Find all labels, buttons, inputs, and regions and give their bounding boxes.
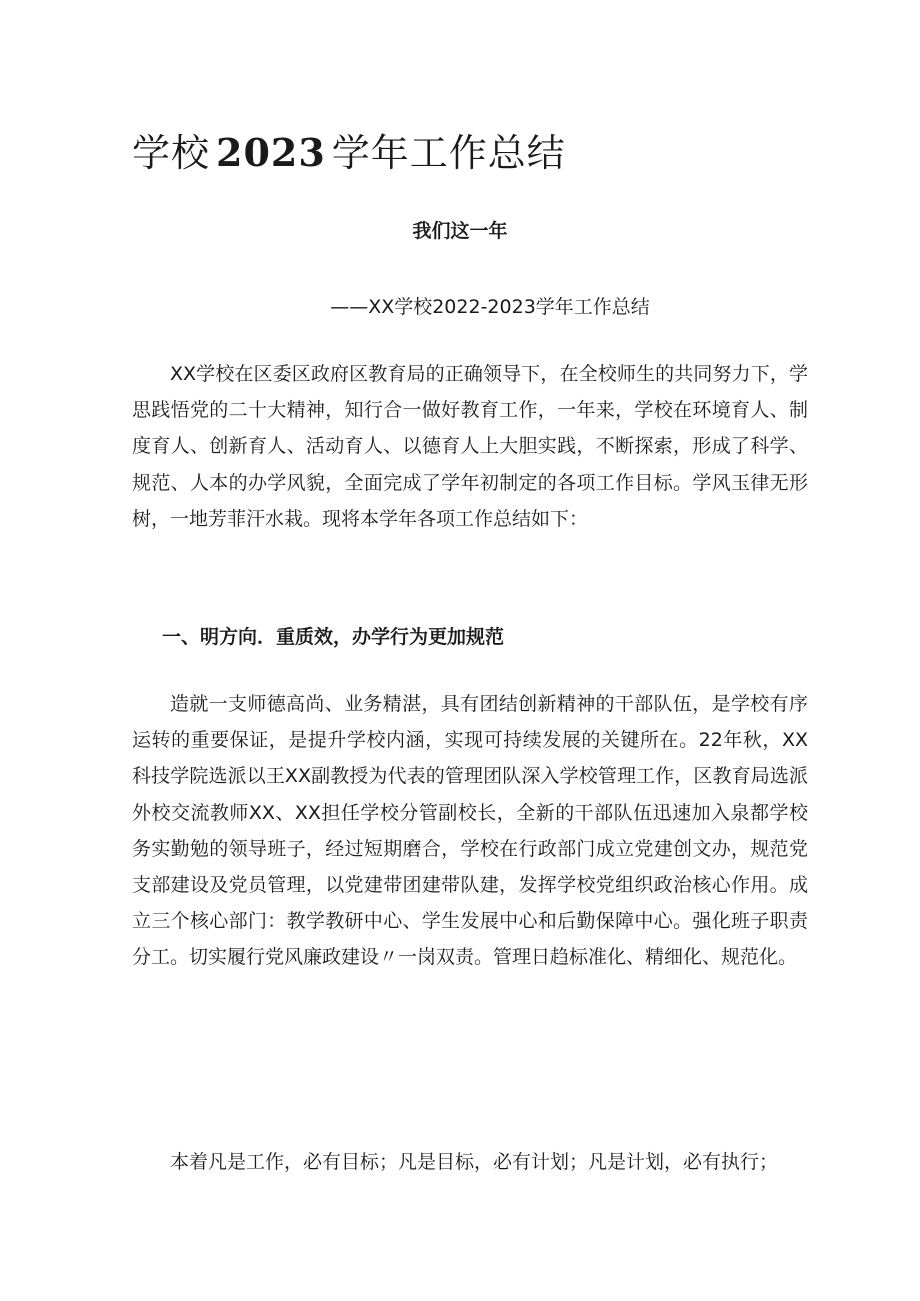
document-subtitle: 我们这一年: [412, 220, 508, 242]
document-title: [132, 122, 566, 177]
title-prefix: 学校: [132, 131, 211, 175]
section-1-paragraph-2: 本着凡是工作，必有目标；凡是目标，必有计划；凡是计划，必有执行；: [170, 1151, 779, 1173]
title-year: 2023: [216, 130, 326, 175]
title-suffix: 学年工作总结: [331, 131, 566, 175]
section-1-paragraph-1: 造就一支师德高尚、业务精湛，具有团结创新精神的干部队伍，是学校有序运转的重要保证，是提升学校内涵，实现可持续发展的关键所在。22年秋，XX科技学院选派以王XX副教授为代表的管理团队深入学校管理工作，区教育局选派外校交流教师XX、XX担任学校分管副校长，全新的干部队伍迅速加入泉都学校务实勤勉的领导班子，经过短期磨合，学校在行政部门成立党建创文办，规范党支部建设及党员管理，以党建带团建带队建，发挥学校党组织政治核心作用。成立三个核心部门：教学教研中心、学生发展中心和后勤保障中心。强化班子职责分工。切实履行党风廉政建设〃一岗双责。管理日趋标准化、精细化、规范化。: [132, 693, 808, 969]
section-heading-1: 一、明方向．重质效，办学行为更加规范: [162, 626, 505, 648]
document-subtitle-secondary: ——XX学校2022-2023学年工作总结: [330, 296, 650, 318]
intro-paragraph: XX学校在区委区政府区教育局的正确领导下，在全校师生的共同努力下，学思践悟党的二十大精神，知行合一做好教育工作，一年来，学校在环境育人、制度育人、创新育人、活动育人、以德育人上大胆实践，不断探索，形成了科学、规范、人本的办学风貌，全面完成了学年初制定的各项工作目标。学风玉律无形树，一地芳菲汗水栽。现将本学年各项工作总结如下：: [132, 363, 808, 530]
